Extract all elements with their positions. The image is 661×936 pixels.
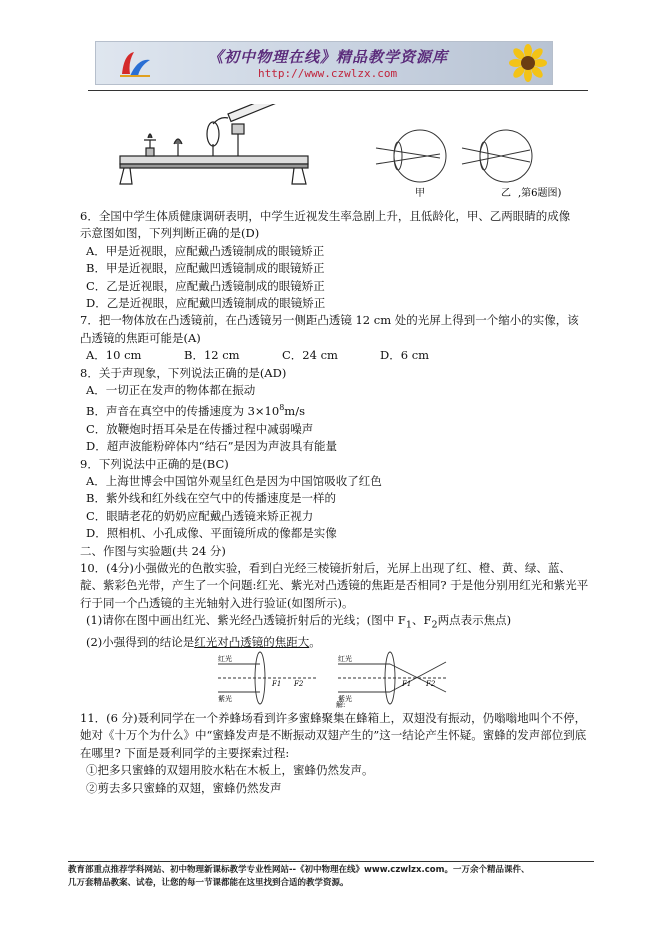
q10-sub-1: (1)请你在图中画出红光、紫光经凸透镜折射后的光线；(图中 $F_1$、$F_2$两点表示焦点) bbox=[86, 613, 512, 631]
q6-option-a: A．甲是近视眼，应配戴凸透镜制成的眼镜矫正 bbox=[86, 243, 325, 258]
questions-6-to-10 bbox=[80, 208, 590, 651]
q8-option-b: B．声音在真空中的传播速度为 $3\times 10^8m/s$ bbox=[86, 403, 305, 419]
focus-f1-label-answer: F1 bbox=[402, 680, 412, 688]
q11-line-1: 11．(6 分)聂利同学在一个养蜂场看到许多蜜蜂聚集在蜂箱上，双翅没有振动，仍嗡嗡地叫个不停， bbox=[80, 711, 587, 725]
q6-option-d: D．乙是近视眼，应配戴凹透镜制成的眼镜矫正 bbox=[86, 296, 326, 311]
sunflower-icon bbox=[508, 43, 548, 83]
footer-line-1: 教育部重点推荐学科网站、初中物理新课标教学专业性网站--《初中物理在线》www.czwlzx.com。一万余个精品课件、 bbox=[68, 865, 530, 875]
q6-stem-2: 示意图如图，下列判断正确的是(D) bbox=[80, 226, 260, 241]
q7-option-d: D．6 cm bbox=[380, 348, 430, 363]
header-title: 《初中物理在线》精品教学资源库 bbox=[208, 48, 449, 66]
footer bbox=[68, 864, 598, 890]
q11-line-3: 在哪里? 下面是聂利同学的主要探索过程: bbox=[80, 745, 290, 760]
label-yi: 乙 bbox=[501, 188, 511, 199]
footer-line-2: 几万套精品教案、试卷，让您的每一节课都能在这里找到合适的教学资源。 bbox=[68, 878, 349, 888]
red-light-label: 红光 bbox=[218, 655, 232, 663]
q10-line-3: 行于同一个凸透镜的主光轴射入进行验证(如图所示)。 bbox=[80, 595, 354, 610]
q8-option-d: D．超声波能粉碎体内“结石”是因为声波具有能量 bbox=[86, 439, 337, 454]
q7-option-c: C．24 cm bbox=[282, 348, 338, 363]
q8-stem: 8．关于声现象，下列说法正确的是(AD) bbox=[80, 365, 287, 380]
q9-option-c: C．眼睛老花的奶奶应配戴凸透镜来矫正视力 bbox=[86, 508, 314, 523]
eye-diagram-jia bbox=[376, 130, 446, 182]
figure-optical-bench-and-eyes bbox=[118, 104, 588, 204]
q6-stem-1: 6．全国中学生体质健康调研表明，中学生近视发生率急剧上升，且低龄化，甲、乙两眼睛的成像 bbox=[80, 209, 571, 223]
q7-stem-1: 7．把一物体放在凸透镜前，在凸透镜另一侧距凸透镜 12 cm 处的光屏上得到一个缩小的实像，该 bbox=[80, 313, 579, 328]
header-url[interactable]: http://www.czwlzx.com bbox=[258, 67, 398, 80]
violet-light-label-answer: 紫光 bbox=[338, 695, 352, 703]
q9-stem: 9．下列说法中正确的是(BC) bbox=[80, 456, 229, 471]
violet-light-label: 紫光 bbox=[218, 695, 232, 703]
label-jia: 甲 bbox=[415, 188, 425, 199]
q8-option-a: A．一切正在发声的物体都在振动 bbox=[86, 383, 256, 398]
q10-line-2: 靛、紫彩色光带，产生了一个问题:红光、紫光对凸透镜的焦距是否相同? 于是他分别用红光和紫光平 bbox=[80, 578, 589, 593]
q11-line-2: 她对《十万个为什么》中“蜜蜂发声是不断振动双翅产生的”这一结论产生怀疑。蜜蜂的发声部位到底 bbox=[80, 728, 587, 743]
focus-f2-label-answer: F2 bbox=[426, 680, 436, 688]
header-banner bbox=[95, 41, 553, 85]
header-divider bbox=[88, 90, 588, 91]
lens-diagram-answer bbox=[338, 652, 448, 704]
q10-sub-2: (2)小强得到的结论是红光对凸透镜的焦距大。 bbox=[86, 634, 321, 649]
q7-option-b: B．12 cm bbox=[184, 348, 240, 363]
q6-option-c: C．乙是近视眼，应配戴凸透镜制成的眼镜矫正 bbox=[86, 278, 325, 293]
q7-option-a: A．10 cm bbox=[86, 348, 142, 363]
q11-step-1: ①把多只蜜蜂的双翅用胶水粘在木板上，蜜蜂仍然发声。 bbox=[86, 763, 374, 778]
lens-diagrams bbox=[218, 650, 448, 708]
lens-diagram-question bbox=[218, 652, 318, 704]
q8-option-c: C．放鞭炮时捂耳朵是在传播过程中减弱噪声 bbox=[86, 421, 314, 436]
q9-option-a: A．上海世博会中国馆外观呈红色是因为中国馆吸收了红色 bbox=[86, 473, 382, 488]
q10-answer: 红光对凸透镜的焦距大 bbox=[194, 634, 310, 649]
red-light-label-answer: 红光 bbox=[338, 655, 352, 663]
section-heading: 二、作图与实验题(共 24 分) bbox=[80, 543, 226, 558]
q9-option-d: D．照相机、小孔成像、平面镜所成的像都是实像 bbox=[86, 526, 337, 541]
q11-step-2: ②剪去多只蜜蜂的双翅，蜜蜂仍然发声 bbox=[86, 780, 282, 795]
q6-option-b: B．甲是近视眼，应配戴凹透镜制成的眼镜矫正 bbox=[86, 261, 325, 276]
footer-divider bbox=[68, 861, 594, 862]
focus-f2-label: F2 bbox=[294, 680, 304, 688]
q10-line-1: 10．(4分)小强做光的色散实验，看到白光经三棱镜折射后，光屏上出现了红、橙、黄、绿、蓝、 bbox=[80, 560, 571, 575]
figure-caption: ,第6题图) bbox=[518, 188, 562, 199]
q9-option-b: B．紫外线和红外线在空气中的传播速度是一样的 bbox=[86, 491, 336, 506]
logo-icon bbox=[118, 48, 152, 80]
q7-options bbox=[80, 347, 590, 364]
focus-f1-label: F1 bbox=[272, 680, 282, 688]
optical-bench-illustration bbox=[120, 104, 308, 184]
q7-stem-2: 凸透镜的焦距可能是(A) bbox=[80, 330, 201, 345]
eye-diagram-yi bbox=[462, 130, 532, 182]
question-11 bbox=[80, 710, 590, 797]
answer-label: 解: bbox=[336, 701, 346, 708]
